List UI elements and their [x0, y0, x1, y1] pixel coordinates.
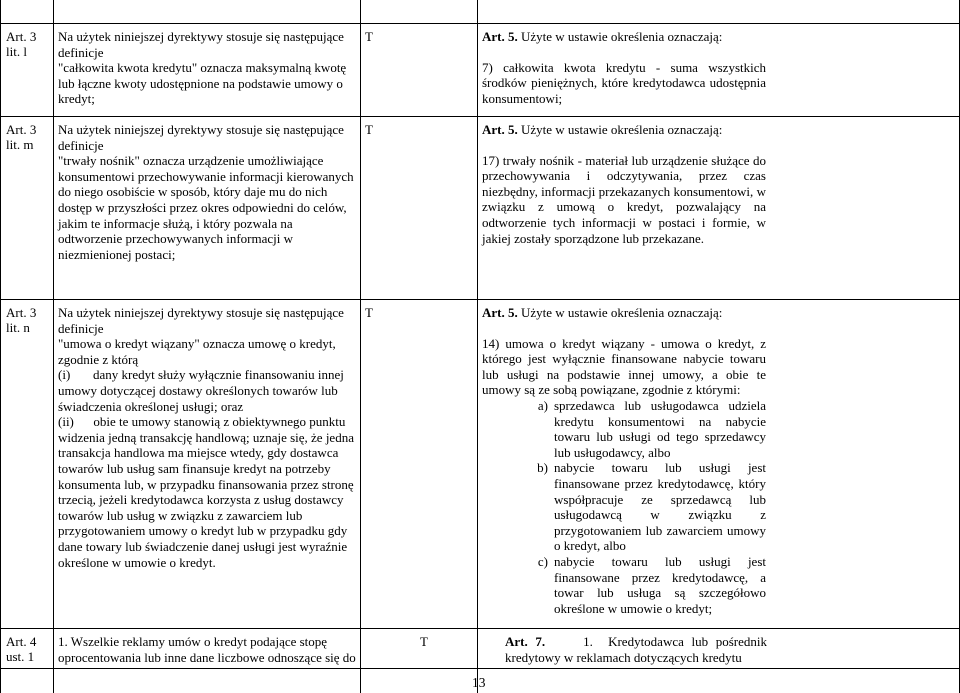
list-item: a) sprzedawca lub usługodawca udziela kredytu konsumentowi na nabycie towaru lub usługi od tego sprzedawcy lub usługodawcy, albo — [537, 397, 766, 460]
law-article-head: Art. 5. — [482, 122, 518, 137]
directive-point-ii: (ii) obie te umowy stanowią z obiektywnego punktu widzenia jedną transakcję handlową; uznaje się, że jedna transakcja handlowa ma miejsce wtedy, gdy dostawca towarów lub usług sam finansuje kredyt na potrzeby konsumenta lub, w przypadku finansowania przez stronę trzecią, jeżeli kredytodawca korzysta z usług dostawcy towarów lub usług w związku z zawarciem lub przygotowaniem umowy o kredyt lub w przypadku gdy dane towary lub świadczenie danej usługi jest wyraźnie określone w umowie o kredyt. — [58, 414, 354, 570]
row-border — [0, 628, 960, 629]
page-number: 13 — [472, 675, 486, 690]
law-article-head: Art. 5. — [482, 29, 518, 44]
article-ref: Art. 3 lit. n — [6, 305, 37, 335]
directive-definition: "całkowita kwota kredytu" oznacza maksymalną kwotę lub łączne kwoty udostępnione na podstawie umowy o kredyt; — [58, 60, 347, 107]
directive-text — [58, 29, 356, 107]
table-mark: T — [365, 305, 373, 320]
list-item: b) nabycie towaru lub usługi jest finansowane przez kredytodawcę, który współpracuje ze sprzedawcą lub usługodawcą w związku z przygotowaniem lub zawarciem umowy o kredyt, albo — [537, 460, 766, 554]
directive-definition: "umowa o kredyt wiązany" oznacza umowę o kredyt, zgodnie z którą — [58, 336, 336, 367]
law-article-intro: Użyte w ustawie określenia oznaczają: — [517, 122, 723, 137]
directive-intro: Na użytek niniejszej dyrektywy stosuje się następujące definicje — [58, 29, 344, 60]
row-border — [0, 299, 960, 300]
law-definition: 14) umowa o kredyt wiązany - umowa o kredyt, z którego jest wyłącznie finansowane nabycie towaru lub usługi na podstawie innej umowy, a obie te umowy są ze sobą powiązane, zgodnie z którymi: — [482, 335, 766, 398]
table-mark: T — [365, 29, 373, 44]
law-article-head: Art. 5. — [482, 305, 518, 320]
directive-paragraph: 1. Wszelkie reklamy umów o kredyt podające stopę oprocentowania lub inne dane liczbowe odnoszące się do — [58, 634, 356, 665]
law-text — [482, 122, 766, 246]
table-mark: T — [365, 122, 373, 137]
directive-intro: Na użytek niniejszej dyrektywy stosuje się następujące definicje — [58, 305, 344, 336]
list-item: c) nabycie towaru lub usługi jest finansowane przez kredytodawcę, a towar lub usługa są szczegółowo określone w umowie o kredyt; — [537, 553, 766, 616]
directive-definition: "trwały nośnik" oznacza urządzenie umożliwiające konsumentowi przechowywanie informacji kierowanych do niego osobiście w sposób, który daje mu do nich dostęp w przyszłości przez okres odpowiedni do celów, jakim te informacje służą, i który pozwala na odtworzenie przechowywanych informacji w niezmienionej postaci; — [58, 153, 354, 262]
law-article-head: Art. 7. — [505, 634, 546, 649]
row-border — [0, 23, 960, 24]
column-border — [477, 0, 478, 693]
column-border — [53, 0, 54, 693]
directive-text — [58, 305, 356, 570]
law-article-intro: Użyte w ustawie określenia oznaczają: — [517, 29, 723, 44]
law-text — [482, 305, 766, 616]
directive-intro: Na użytek niniejszej dyrektywy stosuje się następujące definicje — [58, 122, 344, 153]
column-border — [360, 0, 361, 693]
row-border — [0, 116, 960, 117]
column-border — [0, 0, 1, 693]
table-mark: T — [420, 634, 428, 649]
row-border — [0, 668, 960, 669]
law-text — [505, 634, 767, 665]
article-ref: Art. 3 lit. m — [6, 122, 37, 152]
law-definition: 7) całkowita kwota kredytu - suma wszystkich środków pieniężnych, które kredytodawca udostępnia konsumentowi; — [482, 59, 766, 106]
law-text — [482, 29, 766, 106]
law-article-intro: 1. Kredytodawca lub pośrednik kredytowy w reklamach dotyczących kredytu — [505, 634, 767, 665]
law-article-intro: Użyte w ustawie określenia oznaczają: — [517, 305, 723, 320]
directive-point-i: (i) dany kredyt służy wyłącznie finansowaniu innej umowy dotyczącej dostawy określonych towarów lub świadczenia określonej usługi; oraz — [58, 367, 344, 414]
directive-text — [58, 634, 356, 665]
article-ref: Art. 4 ust. 1 — [6, 634, 37, 664]
article-ref: Art. 3 lit. l — [6, 29, 37, 59]
law-definition: 17) trwały nośnik - materiał lub urządzenie służące do przechowywania i odczytywania, przez czas niezbędny, informacji przekazanych konsumentowi, w związku z umową o kredyt, pozwalający na odtworzenie tych informacji w postaci i formie, w jakiej zostały sporządzone lub przekazane. — [482, 152, 766, 246]
directive-text — [58, 122, 356, 262]
law-item-list — [520, 398, 766, 616]
